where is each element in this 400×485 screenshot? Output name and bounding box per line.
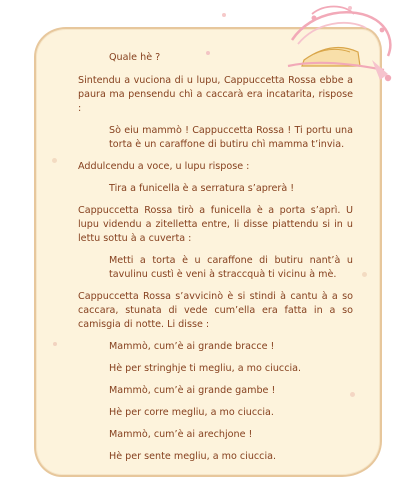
confetti-dot xyxy=(222,13,226,17)
story-line: Cappuccetta Rossa s’avvicinò è si stindi à cantu à a so caccara, stunata di vede cum’ella era fatta in a so camisgia di notte. Li disse : xyxy=(78,291,353,330)
story-line: Mammò, cum’è ai grande bracce ! xyxy=(109,341,275,352)
confetti-dot xyxy=(52,158,57,163)
story-line: Metti a torta è u caraffone di butiru nant’à u tavulinu custì è veni à straccquà ti vicinu à mè. xyxy=(109,255,353,280)
story-line: Hè per stringhje ti megliu, a mo ciuccia. xyxy=(109,363,302,374)
story-line: Hè per corre megliu, a mo ciuccia. xyxy=(109,407,274,418)
story-line: Mammò, cum’è ai arechjone ! xyxy=(109,429,253,440)
story-line: Addulcendu a voce, u lupu rispose : xyxy=(78,161,250,172)
story-line: Hè per sente megliu, a mo ciuccia. xyxy=(109,451,277,462)
confetti-dot xyxy=(53,342,57,346)
story-line: Tira a funicella è a serratura s’aprerà ! xyxy=(109,183,295,194)
story-text xyxy=(78,51,353,464)
story-line: Sò eiu mammò ! Cappuccetta Rossa ! Ti portu una torta è un caraffone di butiru chì mamma t’invia. xyxy=(109,125,353,150)
story-line: Sintendu a vuciona di u lupu, Cappuccetta Rossa ebbe a paura ma pensendu chì a caccarà era incatarita, rispose : xyxy=(78,75,353,114)
story-line: Mammò, cum’è ai grande gambe ! xyxy=(109,385,276,396)
story-line: Cappuccetta Rossa tirò a funicella è a porta s’aprì. U lupu videndu a zitelletta entre, li disse piattendu si in u lettu sottu à a cuverta : xyxy=(78,205,353,244)
story-line: Quale hè ? xyxy=(109,52,161,63)
confetti-dot xyxy=(362,272,367,277)
